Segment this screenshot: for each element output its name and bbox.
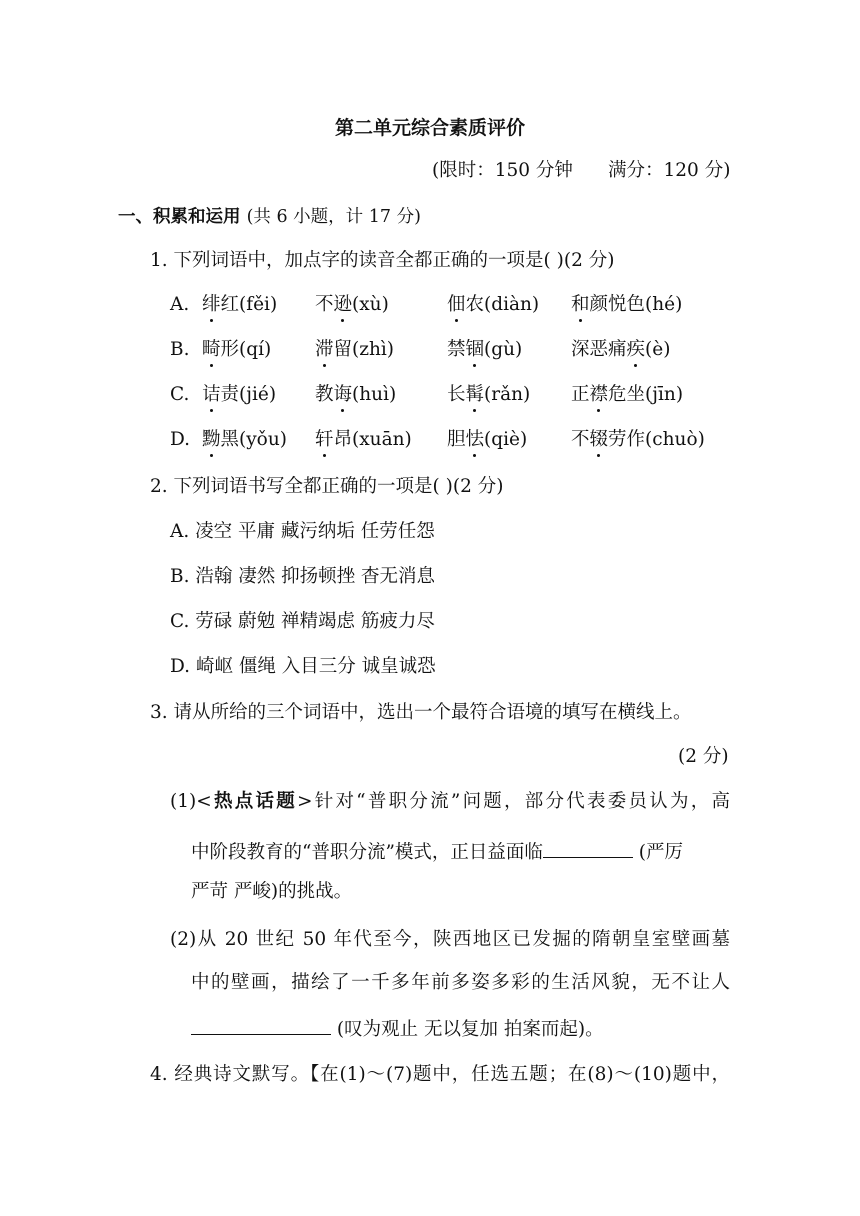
q3-sub1-line1	[170, 789, 730, 815]
dotted-char: 髯	[466, 382, 485, 408]
word-part: 长	[447, 384, 466, 405]
q1-option-label: B.	[170, 339, 190, 360]
q4-stem: 4. 经典诗文默写。【在(1)～(7)题中，任选五题；在(8)～(10)题中，	[150, 1064, 730, 1085]
dotted-char: 和	[571, 292, 590, 318]
q1-option-word	[315, 382, 396, 408]
section-title: 一、积累和运用	[118, 207, 241, 227]
q2-option-b	[170, 564, 435, 590]
option-label: D.	[170, 656, 191, 677]
q3-sub2-line3	[191, 1016, 604, 1043]
answer-blank[interactable]	[543, 839, 633, 858]
dotted-char: 畸	[202, 337, 221, 363]
q3-sub1-line3: 严苛 严峻)的挑战。	[191, 881, 353, 902]
word-part: 教	[315, 384, 334, 405]
q1-option-word	[571, 427, 705, 453]
q1-option-label: C.	[170, 384, 190, 405]
q1-option-word	[202, 337, 271, 363]
word-part: 不	[571, 429, 590, 450]
word-part: 正	[571, 384, 590, 405]
option-text: 劳碌 蔚勉 禅精竭虑 筋疲力尽	[195, 611, 435, 632]
word-part: (xù)	[352, 294, 389, 315]
dotted-char: 诲	[334, 382, 353, 408]
word-part: 昂(xuān)	[333, 429, 412, 450]
word-part: (huì)	[352, 384, 397, 405]
hot-topic-tag: 热点话题	[211, 791, 297, 812]
q2-option-d	[170, 654, 436, 680]
q3-sub1-line2	[191, 839, 683, 866]
q2-stem: 2. 下列词语书写全都正确的一项是( )(2 分)	[150, 476, 504, 497]
q1-option-word	[571, 337, 670, 363]
q1-option-word	[202, 427, 287, 453]
dotted-char: 轩	[315, 427, 334, 453]
word-part: 农(diàn)	[465, 294, 540, 315]
q1-option-word	[571, 292, 682, 318]
option-label: A.	[170, 521, 190, 542]
word-part: (gù)	[484, 339, 523, 360]
q1-option-word	[447, 382, 530, 408]
word-part: 黑(yǒu)	[220, 429, 287, 450]
dotted-char: 绯	[202, 292, 221, 318]
full-score: 满分：120 分)	[608, 160, 731, 181]
word-part: 责(jié)	[220, 384, 277, 405]
q1-option-label: D.	[170, 429, 191, 450]
word-part: 劳作(chuò)	[608, 429, 705, 450]
q1-option-word	[447, 337, 522, 363]
q1-stem: 1. 下列词语中，加点字的读音全都正确的一项是( )(2 分)	[150, 250, 615, 271]
q3-sub2-line1: (2)从 20 世纪 50 年代至今，陕西地区已发掘的隋朝皇室壁画墓	[170, 929, 730, 950]
q1-option-label: A.	[170, 294, 190, 315]
dotted-char: 滞	[315, 337, 334, 363]
dotted-char: 锢	[466, 337, 485, 363]
word-part: 不	[315, 294, 334, 315]
word-part: 红(fěi)	[220, 294, 278, 315]
option-text: 崎岖 僵绳 入目三分 诚皇诚恐	[195, 656, 436, 677]
word-part: 形(qí)	[220, 339, 272, 360]
q1-option-word	[315, 292, 389, 318]
option-label: C.	[170, 611, 190, 632]
dotted-char: 疾	[627, 337, 646, 363]
q3-sub1-choices: (严厉	[632, 842, 684, 863]
word-part: (rǎn)	[484, 384, 531, 405]
q1-option-word	[315, 337, 394, 363]
dotted-char: 辍	[590, 427, 609, 453]
word-part: (qiè)	[484, 429, 528, 450]
q1-option-word	[447, 427, 527, 453]
q3-sub1-number: (1)<	[170, 791, 212, 812]
answer-blank[interactable]	[191, 1016, 331, 1035]
page-title: 第二单元综合素质评价	[334, 117, 525, 139]
option-label: B.	[170, 566, 190, 587]
time-limit: (限时：150 分钟	[432, 160, 573, 181]
q3-sub2-choices: (叹为观止 无以复加 拍案而起)。	[331, 1019, 604, 1040]
section-heading	[118, 204, 421, 230]
q3-score: (2 分)	[678, 746, 729, 767]
q3-stem: 3. 请从所给的三个词语中，选出一个最符合语境的填写在横线上。	[150, 702, 692, 723]
word-part: 深恶痛	[571, 339, 627, 360]
section-info: (共 6 小题，计 17 分)	[246, 207, 421, 227]
q1-option-word	[202, 292, 277, 318]
q3-sub1-text: >针对“普职分流”问题，部分代表委员认为，高	[296, 791, 730, 812]
q1-option-word	[315, 427, 412, 453]
word-part: (è)	[645, 339, 671, 360]
dotted-char: 诘	[202, 382, 221, 408]
dotted-char: 黝	[202, 427, 221, 453]
word-part: 胆	[447, 429, 466, 450]
q1-option-word	[447, 292, 539, 318]
q3-sub2-line2: 中的壁画，描绘了一千多年前多姿多彩的生活风貌，无不让人	[191, 972, 730, 993]
q2-option-a	[170, 519, 435, 545]
dotted-char: 襟	[590, 382, 609, 408]
q1-option-word	[202, 382, 276, 408]
dotted-char: 佃	[447, 292, 466, 318]
option-text: 凌空 平庸 藏污纳垢 任劳任怨	[195, 521, 435, 542]
word-part: 危坐(jīn)	[608, 384, 684, 405]
q3-sub1-text: 中阶段教育的“普职分流”模式，正日益面临	[191, 842, 543, 863]
dotted-char: 逊	[334, 292, 353, 318]
option-text: 浩翰 凄然 抑扬顿挫 杳无消息	[195, 566, 436, 587]
word-part: 禁	[447, 339, 466, 360]
q1-option-word	[571, 382, 683, 408]
q2-option-c	[170, 609, 435, 635]
word-part: 留(zhì)	[333, 339, 395, 360]
word-part: 颜悦色(hé)	[589, 294, 683, 315]
dotted-char: 怯	[466, 427, 485, 453]
